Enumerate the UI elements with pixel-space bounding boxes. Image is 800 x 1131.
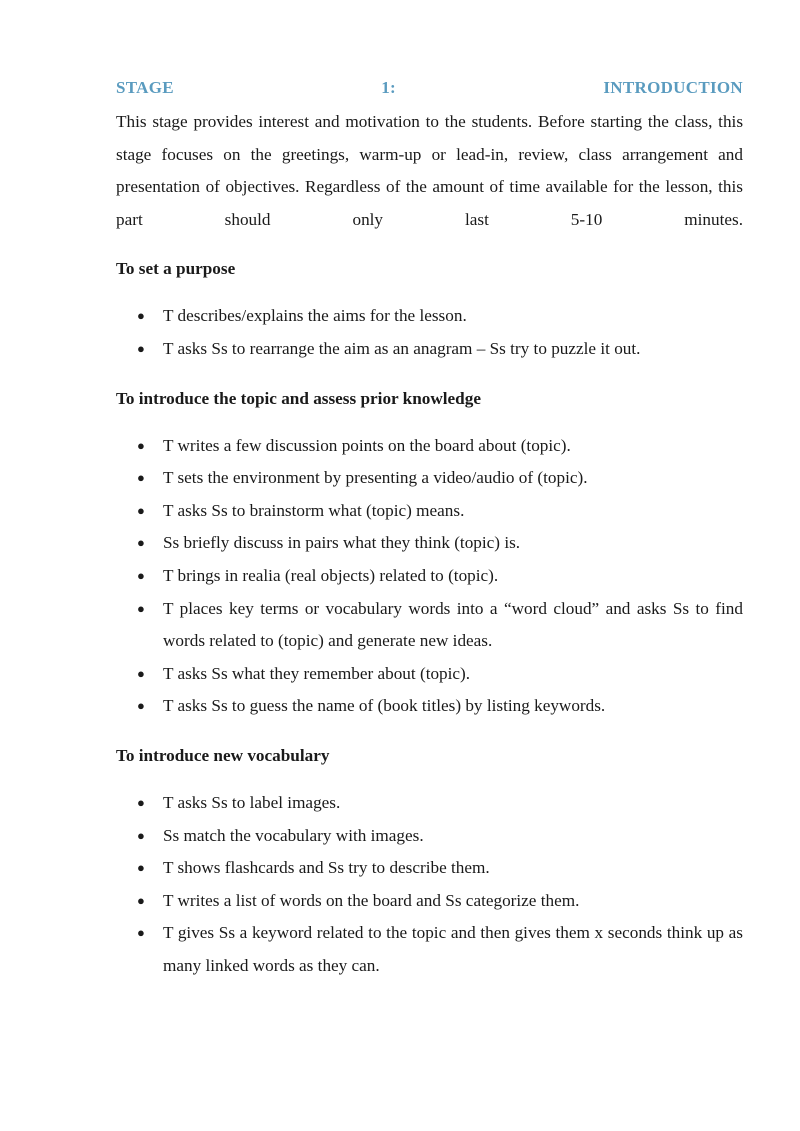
list-item xyxy=(116,787,743,820)
list-item xyxy=(116,495,743,528)
bullet-icon: ● xyxy=(137,892,145,908)
stage-word: STAGE xyxy=(116,78,174,97)
list-item-text: T shows flashcards and Ss try to describe them. xyxy=(163,858,490,878)
list-item-text: Ss match the vocabulary with images. xyxy=(163,825,424,845)
bullet-icon: ● xyxy=(137,925,145,941)
bullet-list-set-purpose xyxy=(116,300,743,365)
bullet-icon: ● xyxy=(137,860,145,876)
intro-line: and presentation of objectives. Regardless of the amount of time available for the xyxy=(116,144,743,197)
list-item xyxy=(116,917,743,982)
list-item-text: T asks Ss to guess the name of (book titles) by listing keywords. xyxy=(163,696,606,716)
list-item xyxy=(116,430,743,463)
bullet-icon: ● xyxy=(137,535,145,551)
list-item xyxy=(116,820,743,853)
intro-line: lesson, this part should only last 5-10 minutes. xyxy=(116,177,743,229)
section-heading-introduce-topic: To introduce the topic and assess prior knowledge xyxy=(116,388,481,408)
list-item xyxy=(116,333,743,366)
bullet-list-introduce-topic xyxy=(116,430,743,723)
bullet-icon: ● xyxy=(137,308,145,324)
bullet-icon: ● xyxy=(137,567,145,583)
list-item xyxy=(116,527,743,560)
stage-heading xyxy=(116,76,743,100)
bullet-icon: ● xyxy=(137,437,145,453)
list-item-text: T asks Ss to rearrange the aim as an anagram – Ss try to puzzle it out. xyxy=(163,338,641,358)
list-item-text: T asks Ss what they remember about (topic). xyxy=(163,663,471,683)
document-content xyxy=(116,76,743,982)
list-item xyxy=(116,885,743,918)
bullet-icon: ● xyxy=(137,665,145,681)
list-item xyxy=(116,300,743,333)
list-item xyxy=(116,852,743,885)
stage-name: INTRODUCTION xyxy=(603,78,743,97)
bullet-icon: ● xyxy=(137,470,145,486)
bullet-icon: ● xyxy=(137,698,145,714)
bullet-icon: ● xyxy=(137,340,145,356)
list-item xyxy=(116,593,743,658)
list-item-text: T asks Ss to brainstorm what (topic) means. xyxy=(163,500,465,520)
bullet-icon: ● xyxy=(137,794,145,810)
list-item xyxy=(116,560,743,593)
bullet-icon: ● xyxy=(137,600,145,616)
section-heading-new-vocabulary: To introduce new vocabulary xyxy=(116,745,330,765)
intro-paragraph xyxy=(116,106,743,236)
list-item-text: T writes a list of words on the board and Ss categorize them. xyxy=(163,890,580,910)
list-item-text: T sets the environment by presenting a video/audio of (topic). xyxy=(163,468,588,488)
list-item-text: T writes a few discussion points on the board about (topic). xyxy=(163,435,571,455)
list-item xyxy=(116,690,743,723)
bullet-icon: ● xyxy=(137,502,145,518)
bullet-list-new-vocabulary xyxy=(116,787,743,983)
list-item-text: T gives Ss a keyword related to the topic and then gives them x seconds think up as many linked words as they can. xyxy=(163,923,743,975)
stage-number: 1: xyxy=(381,78,396,97)
list-item-text: T places key terms or vocabulary words into a “word cloud” and asks Ss to find words related to (topic) and generate new ideas. xyxy=(163,598,743,651)
list-item-text: T describes/explains the aims for the lesson. xyxy=(163,306,467,326)
list-item-text: Ss briefly discuss in pairs what they think (topic) is. xyxy=(163,533,521,553)
list-item-text: T brings in realia (real objects) related to (topic). xyxy=(163,565,499,585)
list-item xyxy=(116,462,743,495)
intro-line: This stage provides interest and motivation to the students. Before starting the class, xyxy=(116,112,713,131)
list-item-text: T asks Ss to label images. xyxy=(163,792,341,812)
section-heading-set-purpose: To set a purpose xyxy=(116,259,236,279)
bullet-icon: ● xyxy=(137,827,145,843)
intro-line: this stage focuses on the greetings, warm-up or lead-in, review, class arrangement xyxy=(116,112,744,164)
list-item xyxy=(116,658,743,691)
